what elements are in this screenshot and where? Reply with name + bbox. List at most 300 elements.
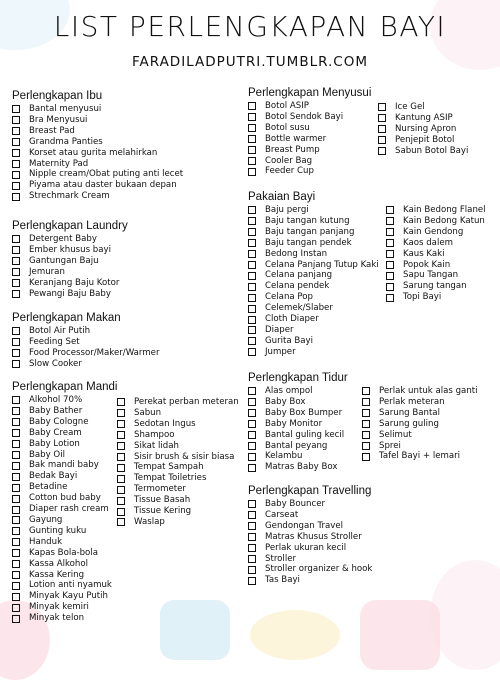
checklist [248, 205, 379, 358]
checkbox-icon[interactable] [117, 420, 125, 428]
checklist-item [386, 227, 486, 238]
checkbox-icon[interactable] [248, 387, 256, 395]
checklist-item-label: Selimut [379, 429, 412, 440]
checklist-item [117, 473, 239, 484]
checklist-item [12, 289, 128, 300]
checkbox-icon[interactable] [248, 250, 256, 258]
checklist-item-label: Sarung guling [379, 418, 439, 429]
section-heading: Perlengkapan Mandi [12, 381, 118, 393]
checklist-item-label: Feeding Set [29, 336, 80, 347]
checkbox-icon[interactable] [248, 544, 256, 552]
checklist-item [362, 408, 478, 419]
checklist-item-label: Pewangi Baju Baby [29, 288, 111, 299]
checklist-item-label: Jumper [265, 346, 296, 357]
checkbox-icon[interactable] [12, 327, 20, 335]
checklist-item [248, 270, 379, 281]
checkbox-icon[interactable] [12, 338, 20, 346]
checklist-item-label: Slow Cooker [29, 358, 82, 369]
checklist-item-label: Feeder Cup [265, 166, 314, 177]
checkbox-icon[interactable] [12, 495, 20, 503]
section-heading: Perlengkapan Travelling [248, 485, 372, 497]
checklist-item-label: Penjepit Botol [395, 134, 455, 145]
checkbox-icon[interactable] [386, 250, 394, 258]
checklist-item-label: Cotton bud baby [29, 493, 101, 504]
checklist-item [386, 281, 486, 292]
section-travelling [248, 485, 372, 586]
checklist-item-label: Botol susu [265, 122, 310, 133]
checkbox-icon[interactable] [248, 555, 256, 563]
checklist-item [12, 515, 118, 526]
checkbox-icon[interactable] [117, 409, 125, 417]
checklist-item [248, 408, 348, 419]
checkbox-icon[interactable] [12, 246, 20, 254]
checklist-item-label: Baju pergi [265, 205, 309, 215]
checklist-item [378, 146, 468, 157]
checklist-item-label: Breast Pad [29, 125, 75, 136]
checkbox-icon[interactable] [12, 462, 20, 470]
checklist-item-label: Kain Bedong Flanel [403, 205, 486, 215]
checkbox-icon[interactable] [362, 409, 370, 417]
section-pakaian-col2 [386, 205, 486, 303]
checkbox-icon[interactable] [12, 538, 20, 546]
checklist-item-label: Baju tangan kutung [265, 215, 350, 226]
checklist-item-label: Kain Bedong Katun [403, 215, 485, 226]
checkbox-icon[interactable] [362, 442, 370, 450]
checkbox-icon[interactable] [12, 235, 20, 243]
checklist-item [12, 493, 118, 504]
checklist-item [12, 234, 128, 245]
checkbox-icon[interactable] [248, 511, 256, 519]
decoration-bottom-mobile [250, 610, 340, 660]
checklist [12, 104, 183, 202]
checkbox-icon[interactable] [386, 261, 394, 269]
checklist-item-label: Keranjang Baju Kotor [29, 277, 120, 288]
checklist-item [117, 419, 239, 430]
checklist-item-label: Grandma Panties [29, 136, 103, 147]
checkbox-icon[interactable] [12, 116, 20, 124]
checkbox-icon[interactable] [378, 136, 386, 144]
checklist-item [12, 602, 118, 613]
checkbox-icon[interactable] [378, 103, 386, 111]
checklist-item-label: Sabun Botol Bayi [395, 145, 469, 156]
checklist-item [248, 441, 348, 452]
checkbox-icon[interactable] [12, 279, 20, 287]
checkbox-icon[interactable] [362, 420, 370, 428]
checklist-item-label: Celana pendek [265, 281, 330, 292]
checklist-item-label: Matras Khusus Stroller [265, 531, 362, 542]
checkbox-icon[interactable] [248, 228, 256, 236]
checklist-item [362, 386, 478, 397]
checklist-item [12, 482, 118, 493]
checkbox-icon[interactable] [12, 440, 20, 448]
checklist-item-label: Kaos dalem [403, 237, 453, 248]
checkbox-icon[interactable] [386, 228, 394, 236]
checkbox-icon[interactable] [12, 160, 20, 168]
checklist-item [248, 521, 372, 532]
checkbox-icon[interactable] [117, 475, 125, 483]
checklist-item-label: Tempat Toiletries [134, 473, 207, 484]
checklist-item-label: Perekat perban meteran [134, 397, 239, 407]
checkbox-icon[interactable] [386, 272, 394, 280]
checklist-item [248, 292, 379, 303]
checklist [248, 101, 371, 177]
checkbox-icon[interactable] [12, 418, 20, 426]
checklist-item-label: Baby Cream [29, 427, 82, 438]
checkbox-icon[interactable] [248, 420, 256, 428]
checkbox-icon[interactable] [248, 146, 256, 154]
checklist-item [378, 135, 468, 146]
checkbox-icon[interactable] [248, 102, 256, 110]
checkbox-icon[interactable] [386, 217, 394, 225]
checklist-item-label: Celana Panjang Tutup Kaki [265, 259, 379, 270]
checklist-item-label: Cooler Bag [265, 155, 313, 166]
checklist-item [248, 238, 379, 249]
checklist-item-label: Nipple cream/Obat puting anti lecet [29, 169, 184, 180]
checkbox-icon[interactable] [117, 486, 125, 494]
checklist-item-label: Lotion anti nyamuk [29, 580, 112, 591]
checkbox-icon[interactable] [248, 453, 256, 461]
checkbox-icon[interactable] [12, 506, 20, 514]
checkbox-icon[interactable] [12, 560, 20, 568]
checkbox-icon[interactable] [362, 398, 370, 406]
checkbox-icon[interactable] [248, 206, 256, 214]
checklist-item [12, 169, 183, 180]
checklist-item-label: Gendongan Travel [265, 520, 343, 531]
checklist-item [386, 238, 486, 249]
checklist [12, 326, 159, 370]
checklist-item [12, 245, 128, 256]
checklist-item-label: Minyak Kayu Putih [29, 591, 109, 602]
checklist-item-label: Tissue Kering [134, 506, 192, 517]
checkbox-icon[interactable] [248, 500, 256, 508]
section-heading: Perlengkapan Makan [12, 312, 121, 324]
checkbox-icon[interactable] [248, 261, 256, 269]
checklist-item-label: Sabun [134, 407, 162, 418]
checklist-item [117, 441, 239, 452]
checkbox-icon[interactable] [362, 453, 370, 461]
checklist-item [248, 314, 379, 325]
checklist-item-label: Bedong Instan [265, 248, 328, 259]
checklist-item [12, 428, 118, 439]
checklist-item [248, 532, 372, 543]
checklist-item [248, 499, 372, 510]
checkbox-icon[interactable] [386, 239, 394, 247]
checklist-item [378, 124, 468, 135]
checklist [12, 234, 128, 299]
checkbox-icon[interactable] [117, 431, 125, 439]
checklist-item [12, 439, 118, 450]
checkbox-icon[interactable] [12, 349, 20, 357]
checklist-item-label: Stroller organizer & hook [265, 564, 373, 575]
checkbox-icon[interactable] [248, 442, 256, 450]
checklist [117, 397, 239, 528]
checklist-item [386, 205, 486, 216]
checkbox-icon[interactable] [248, 464, 256, 472]
checkbox-icon[interactable] [12, 615, 20, 623]
checklist-item-label: Tempat Sampah [134, 462, 204, 473]
checkbox-icon[interactable] [117, 464, 125, 472]
checklist-item [248, 281, 379, 292]
checklist-item-label: Kapas Bola-bola [29, 547, 98, 558]
checklist-item-label: Breast Pump [265, 144, 320, 155]
checklist-item [12, 359, 159, 370]
checkbox-icon[interactable] [248, 168, 256, 176]
checklist-item-label: Cloth Diaper [265, 314, 319, 325]
checklist-item-label: Sisir brush & sisir biasa [134, 451, 235, 462]
checklist-item-label: Baby Oil [29, 449, 65, 460]
checkbox-icon[interactable] [248, 398, 256, 406]
checkbox-icon[interactable] [378, 114, 386, 122]
checklist-item [12, 537, 118, 548]
decoration-bottom-right [360, 600, 440, 670]
checklist-item [12, 267, 128, 278]
checkbox-icon[interactable] [12, 138, 20, 146]
checklist-item [248, 123, 371, 134]
checklist [386, 205, 486, 303]
checklist-item [117, 484, 239, 495]
checkbox-icon[interactable] [248, 283, 256, 291]
checkbox-icon[interactable] [12, 407, 20, 415]
checklist-item [248, 227, 379, 238]
checklist-item-label: Nursing Apron [395, 123, 457, 134]
checklist-item [248, 303, 379, 314]
checkbox-icon[interactable] [248, 522, 256, 530]
section-menyusui-col2 [378, 102, 468, 157]
checkbox-icon[interactable] [248, 294, 256, 302]
checklist-item-label: Kassa Kering [29, 569, 85, 580]
checkbox-icon[interactable] [12, 396, 20, 404]
checklist-item [12, 504, 118, 515]
checklist-item [12, 591, 118, 602]
decoration-bottom-far-right [430, 560, 500, 670]
checklist-item-label: Bantal menyusui [29, 104, 102, 114]
checkbox-icon[interactable] [12, 290, 20, 298]
checklist-item [248, 575, 372, 586]
checklist-item-label: Betadine [29, 482, 68, 493]
checkbox-icon[interactable] [386, 283, 394, 291]
checklist-item [248, 325, 379, 336]
checklist-item [12, 159, 183, 170]
checklist [248, 386, 348, 473]
checklist-item [362, 451, 478, 462]
checklist-item [386, 292, 486, 303]
checklist-item-label: Stroller [265, 553, 297, 564]
checkbox-icon[interactable] [248, 272, 256, 280]
checklist-item [12, 613, 118, 624]
checklist-item-label: Tafel Bayi + lemari [379, 451, 461, 462]
checkbox-icon[interactable] [12, 429, 20, 437]
checklist-item [12, 191, 183, 202]
section-mandi-col2 [117, 397, 239, 528]
checkbox-icon[interactable] [362, 387, 370, 395]
checklist-item [248, 166, 371, 177]
checklist-item-label: Kantung ASIP [395, 112, 453, 123]
checkbox-icon[interactable] [248, 113, 256, 121]
checklist [12, 395, 118, 624]
checklist-item [386, 216, 486, 227]
checklist-item-label: Sprei [379, 440, 401, 451]
section-makan [12, 312, 159, 370]
checklist-item [12, 137, 183, 148]
checkbox-icon[interactable] [12, 182, 20, 190]
checkbox-icon[interactable] [248, 326, 256, 334]
checkbox-icon[interactable] [248, 305, 256, 313]
checklist-item [248, 205, 379, 216]
section-heading: Perlengkapan Menyusui [248, 87, 372, 99]
checkbox-icon[interactable] [386, 206, 394, 214]
checklist-item-label: Kassa Alkohol [29, 558, 88, 569]
checklist-item-label: Waslap [134, 516, 165, 527]
checkbox-icon[interactable] [12, 571, 20, 579]
checklist-item-label: Perlak meteran [379, 396, 445, 407]
checkbox-icon[interactable] [12, 268, 20, 276]
checkbox-icon[interactable] [12, 360, 20, 368]
checklist-item [12, 570, 118, 581]
checkbox-icon[interactable] [117, 398, 125, 406]
checkbox-icon[interactable] [12, 451, 20, 459]
checklist-item [12, 115, 183, 126]
checkbox-icon[interactable] [248, 409, 256, 417]
checklist-item [12, 326, 159, 337]
checklist-item-label: Baby Bather [29, 405, 83, 416]
section-menyusui [248, 87, 371, 177]
checklist-item-label: Jemuran [29, 266, 65, 277]
checkbox-icon[interactable] [12, 549, 20, 557]
checklist-item [12, 526, 118, 537]
checkbox-icon[interactable] [117, 508, 125, 516]
checklist-item [12, 417, 118, 428]
checklist-item-label: Bra Menyusui [29, 114, 88, 125]
checklist-item [362, 419, 478, 430]
checkbox-icon[interactable] [248, 337, 256, 345]
checklist-item [117, 462, 239, 473]
checkbox-icon[interactable] [362, 431, 370, 439]
checkbox-icon[interactable] [248, 217, 256, 225]
checkbox-icon[interactable] [117, 453, 125, 461]
checklist-item [248, 156, 371, 167]
checklist-item [248, 462, 348, 473]
checklist-item-label: Bottle warmer [265, 133, 327, 144]
checkbox-icon[interactable] [248, 533, 256, 541]
checklist-item [12, 126, 183, 137]
checklist-item-label: Food Processor/Maker/Warmer [29, 347, 160, 358]
checklist-item-label: Matras Baby Box [265, 462, 338, 473]
checkbox-icon[interactable] [117, 518, 125, 526]
checklist-item [117, 495, 239, 506]
section-laundry [12, 220, 128, 299]
checklist-item [12, 580, 118, 591]
checklist-item-label: Baby Lotion [29, 438, 80, 449]
checklist-item [12, 104, 183, 115]
checkbox-icon[interactable] [248, 348, 256, 356]
checklist-item-label: Diaper [265, 324, 294, 335]
checkbox-icon[interactable] [248, 566, 256, 574]
checkbox-icon[interactable] [117, 442, 125, 450]
checkbox-icon[interactable] [378, 147, 386, 155]
checkbox-icon[interactable] [248, 124, 256, 132]
checklist-item [248, 543, 372, 554]
checkbox-icon[interactable] [12, 127, 20, 135]
checklist-item-label: Botol Sendok Bayi [265, 111, 344, 122]
checklist-item-label: Shampoo [134, 429, 175, 440]
checklist-item [12, 460, 118, 471]
checklist-item-label: Strechmark Cream [29, 191, 110, 202]
checklist-item [248, 249, 379, 260]
checklist-item [248, 216, 379, 227]
checklist-item-label: Topi Bayi [403, 292, 442, 303]
checkbox-icon[interactable] [12, 582, 20, 590]
checklist-item-label: Baby Cologne [29, 416, 89, 427]
checklist-item-label: Perlak ukuran kecil [265, 542, 347, 553]
checklist-item [248, 510, 372, 521]
checklist-item [117, 517, 239, 528]
checklist-item-label: Sedotan Ingus [134, 418, 196, 429]
checklist-item-label: Botol Air Putih [29, 326, 91, 336]
page-title: LIST PERLENGKAPAN BAYI [53, 10, 447, 43]
checkbox-icon[interactable] [12, 193, 20, 201]
checkbox-icon[interactable] [117, 497, 125, 505]
checklist-item [248, 134, 371, 145]
checklist-item-label: Detergent Baby [29, 234, 97, 244]
checklist-item [248, 564, 372, 575]
checklist-item-label: Gantungan Baju [29, 255, 99, 266]
checkbox-icon[interactable] [378, 125, 386, 133]
checkbox-icon[interactable] [12, 527, 20, 535]
checklist-item [248, 347, 379, 358]
checklist-item-label: Baby Box Bumper [265, 407, 343, 418]
checklist-item [117, 408, 239, 419]
section-heading: Pakaian Bayi [248, 191, 316, 203]
checklist-item-label: Sarung Bantal [379, 407, 440, 418]
checkbox-icon[interactable] [12, 149, 20, 157]
checkbox-icon[interactable] [12, 516, 20, 524]
checklist-item-label: Bantal guling kecil [265, 429, 345, 440]
checklist-item-label: Handuk [29, 536, 63, 547]
checkbox-icon[interactable] [248, 431, 256, 439]
checkbox-icon[interactable] [12, 171, 20, 179]
checklist-item [378, 102, 468, 113]
checklist-item [248, 112, 371, 123]
checkbox-icon[interactable] [248, 577, 256, 585]
section-heading: Perlengkapan Ibu [12, 90, 103, 102]
checklist-item-label: Celemek/Slaber [265, 303, 333, 314]
checklist-item-label: Celana Pop [265, 292, 313, 303]
checkbox-icon[interactable] [386, 294, 394, 302]
checkbox-icon[interactable] [12, 484, 20, 492]
checklist-item [117, 430, 239, 441]
checklist-item [386, 249, 486, 260]
checklist [378, 102, 468, 157]
checkbox-icon[interactable] [248, 157, 256, 165]
checklist-item-label: Maternity Pad [29, 158, 89, 169]
checklist-item-label: Sarung tangan [403, 281, 467, 292]
checkbox-icon[interactable] [248, 316, 256, 324]
checklist-item-label: Ice Gel [395, 102, 425, 112]
checklist-item [362, 430, 478, 441]
checkbox-icon[interactable] [248, 135, 256, 143]
checklist-item [378, 113, 468, 124]
checklist-item-label: Sikat lidah [134, 440, 179, 451]
checkbox-icon[interactable] [12, 257, 20, 265]
checklist-item-label: Gayung [29, 514, 63, 525]
checkbox-icon[interactable] [12, 473, 20, 481]
checkbox-icon[interactable] [12, 105, 20, 113]
checkbox-icon[interactable] [12, 593, 20, 601]
checkbox-icon[interactable] [12, 604, 20, 612]
checklist-item [248, 101, 371, 112]
checklist-item [248, 451, 348, 462]
checkbox-icon[interactable] [248, 239, 256, 247]
